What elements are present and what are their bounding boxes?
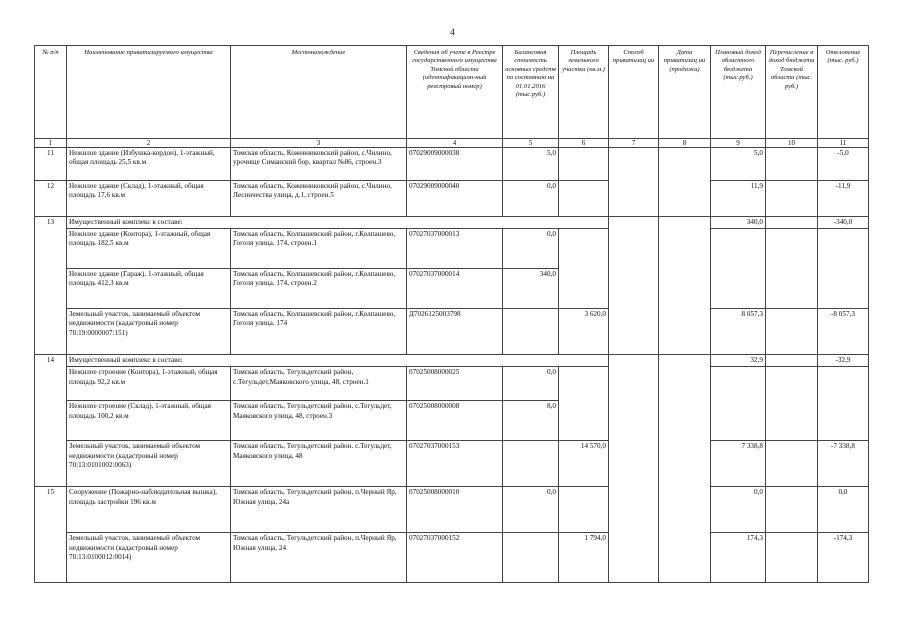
table-row (35, 217, 869, 229)
registry-number: 07025008000010 (407, 487, 503, 533)
item-name: Нежилое здание (Склад), 1-этажный, общая площадь 17,6 кв.м (67, 181, 231, 217)
planned-income (711, 229, 766, 309)
col-num: 10 (766, 139, 818, 148)
col-header-area: Площадь земельного участка (кв.м.) (559, 46, 609, 139)
col-num: 4 (407, 139, 503, 148)
deviation: -11,9 (818, 181, 869, 217)
row-number: 13 (35, 217, 67, 355)
registry-number: 07027037000013 (407, 229, 503, 269)
balance-value (503, 533, 559, 583)
item-location: Томская область, Тегульдетский район, с.Тегульдет, Маяковского улица, 48, строен.3 (231, 401, 407, 441)
item-name: Земельный участок, занимаемый объектом недвижимости (кадастровый номер 70:19:0000007:151) (67, 309, 231, 355)
row-number: 15 (35, 487, 67, 583)
deviation: -340,0 (818, 217, 869, 229)
col-num: 5 (503, 139, 559, 148)
transferred-income (766, 309, 818, 355)
col-num: 8 (659, 139, 711, 148)
col-header-method: Способ приватизац ии (609, 46, 659, 139)
registry-number: Д7026125003798 (407, 309, 503, 355)
col-header-transfer: Перечисление в доход бюджета Томской области (тыс. руб.) (766, 46, 818, 139)
item-location: Томская область, Тегульдетский район. с.Тегульдет, Маяковского улица, 48 (231, 441, 407, 487)
row-number: 12 (35, 181, 67, 217)
table-row (35, 441, 869, 487)
privatization-date (659, 217, 711, 355)
balance-value: 0,0 (503, 487, 559, 533)
item-location: Томская область, Кожевниковский район, с.Чилино, урочище Симанский бор, квартал №86, строен.3 (231, 148, 407, 181)
transferred-income (766, 217, 818, 229)
item-location: Томская область, Тегульдетский район, п.Черный Яр, Южная улица, 24а (231, 487, 407, 533)
col-num: 3 (231, 139, 407, 148)
deviation: -8 057,3 (818, 309, 869, 355)
privatization-date (659, 148, 711, 217)
transferred-income (766, 355, 818, 367)
table-row (35, 148, 869, 181)
transferred-income (766, 148, 818, 181)
col-num: 6 (559, 139, 609, 148)
col-num: 1 (35, 139, 67, 148)
registry-number: 07025008000025 (407, 367, 503, 401)
table-row (35, 367, 869, 401)
planned-income: 340,0 (711, 217, 766, 229)
balance-value: 0,0 (503, 181, 559, 217)
item-location: Томская область, Кожевниковский район, с.Чилино, Лесничества улица, д.1, строен.5 (231, 181, 407, 217)
registry-number: 07027037000153 (407, 441, 503, 487)
registry-number: 07027037000014 (407, 269, 503, 309)
planned-income: 8 057,3 (711, 309, 766, 355)
land-area: 14 570,0 (559, 441, 609, 487)
balance-value: 0,0 (503, 367, 559, 401)
land-area (559, 367, 609, 441)
item-name: Нежилое здание (Избушка-кордон), 1-этажный, общая площадь 25,5 кв.м (67, 148, 231, 181)
item-name: Нежилое здание (Гараж), 1-этажный, общая площадь 412,3 кв.м (67, 269, 231, 309)
planned-income: 7 338,8 (711, 441, 766, 487)
col-num: 9 (711, 139, 766, 148)
col-header-date: Дата приватизац ии (продажи) (659, 46, 711, 139)
complex-title: Имущественный комплекс в составе: (67, 217, 609, 229)
col-num: 2 (67, 139, 231, 148)
land-area (559, 148, 609, 181)
col-header-plan: Плановый доход областного бюджета (тыс.руб.) (711, 46, 766, 139)
balance-value: 5,0 (503, 148, 559, 181)
deviation: -5,0 (818, 148, 869, 181)
balance-value: 0,0 (503, 229, 559, 269)
balance-value (503, 441, 559, 487)
balance-value: 8,0 (503, 401, 559, 441)
planned-income: 11,9 (711, 181, 766, 217)
balance-value: 340,0 (503, 269, 559, 309)
privatization-method (609, 217, 659, 355)
table-row (35, 309, 869, 355)
deviation (818, 367, 869, 441)
item-name: Земельный участок, занимаемый объектом недвижимости (кадастровый номер 70:13:0100012:0014) (67, 533, 231, 583)
item-location: Томская область, Колпашевский район, г.Колпашево, Гоголя улица, 174 (231, 309, 407, 355)
deviation: -32,9 (818, 355, 869, 367)
planned-income: 0,0 (711, 487, 766, 533)
land-area: 1 794,0 (559, 533, 609, 583)
privatization-date (659, 355, 711, 583)
deviation (818, 229, 869, 309)
row-number: 14 (35, 355, 67, 487)
complex-title: Имущественный комплекс в составе: (67, 355, 609, 367)
privatization-table (34, 45, 869, 583)
col-header-num: № п/п (35, 46, 67, 139)
col-num: 7 (609, 139, 659, 148)
land-area (559, 229, 609, 309)
deviation: -7 338,8 (818, 441, 869, 487)
item-name: Нежилое здание (Контора), 1-этажный, общая площадь 182,5 кв.м (67, 229, 231, 269)
item-name: Нежилое строение (Склад), 1-этажный, общая площадь 100,2 кв.м (67, 401, 231, 441)
land-area: 3 620,0 (559, 309, 609, 355)
item-location: Томская область, Колпашевский район, г.Колпашево, Гоголя улица, 174, строен.1 (231, 229, 407, 269)
deviation: 0,0 (818, 487, 869, 533)
table-row (35, 181, 869, 217)
planned-income: 174,3 (711, 533, 766, 583)
col-num: 11 (818, 139, 869, 148)
col-header-name: Наименование приватизируемого имущества (67, 46, 231, 139)
item-location: Томская область, Тегульдетский район, с.Тегульдет,Маяковского улица, 48, строен.1 (231, 367, 407, 401)
transferred-income (766, 441, 818, 487)
col-header-deviation: Отклонение (тыс. руб.) (818, 46, 869, 139)
transferred-income (766, 533, 818, 583)
privatization-method (609, 355, 659, 583)
registry-number: 07027037000152 (407, 533, 503, 583)
row-number: 11 (35, 148, 67, 181)
item-location: Томская область, Тегульдетский район, п.Черный Яр, Южная улица, 24 (231, 533, 407, 583)
planned-income: 32,9 (711, 355, 766, 367)
item-name: Земельный участок, занимаемый объектом недвижимости (кадастровый номер 70:13:0101002:0063) (67, 441, 231, 487)
table-row (35, 355, 869, 367)
item-location: Томская область, Колпашевский район, г.Колпашево, Гоголя улица, 174, строен.2 (231, 269, 407, 309)
registry-number: 07025008000008 (407, 401, 503, 441)
privatization-method (609, 148, 659, 217)
balance-value (503, 309, 559, 355)
col-header-registry: Сведения об учете в Реестре государственного имущества Томской области (идентификацион-ный реестровый номер) (407, 46, 503, 139)
table-row (35, 229, 869, 269)
item-name: Нежилое строение (Контора), 1-этажный, общая площадь 92,2 кв.м (67, 367, 231, 401)
registry-number: 07029009000038 (407, 148, 503, 181)
transferred-income (766, 229, 818, 309)
col-header-location: Местонахождение (231, 46, 407, 139)
item-name: Сооружение (Пожарно-наблюдательная вышка), площадь застройки 196 кв.м (67, 487, 231, 533)
transferred-income (766, 181, 818, 217)
col-header-balance: Балансовая стоимость основных средств по состоянию на 01.01.2016 (тыс.руб.) (503, 46, 559, 139)
planned-income: 5,0 (711, 148, 766, 181)
column-number-row (35, 139, 869, 148)
registry-number: 07029009000040 (407, 181, 503, 217)
table-row (35, 533, 869, 583)
deviation: -174,3 (818, 533, 869, 583)
page-number: 4 (450, 27, 455, 37)
land-area (559, 181, 609, 217)
land-area (559, 487, 609, 533)
planned-income (711, 367, 766, 441)
transferred-income (766, 487, 818, 533)
transferred-income (766, 367, 818, 441)
table-row (35, 487, 869, 533)
header-row (35, 46, 869, 139)
